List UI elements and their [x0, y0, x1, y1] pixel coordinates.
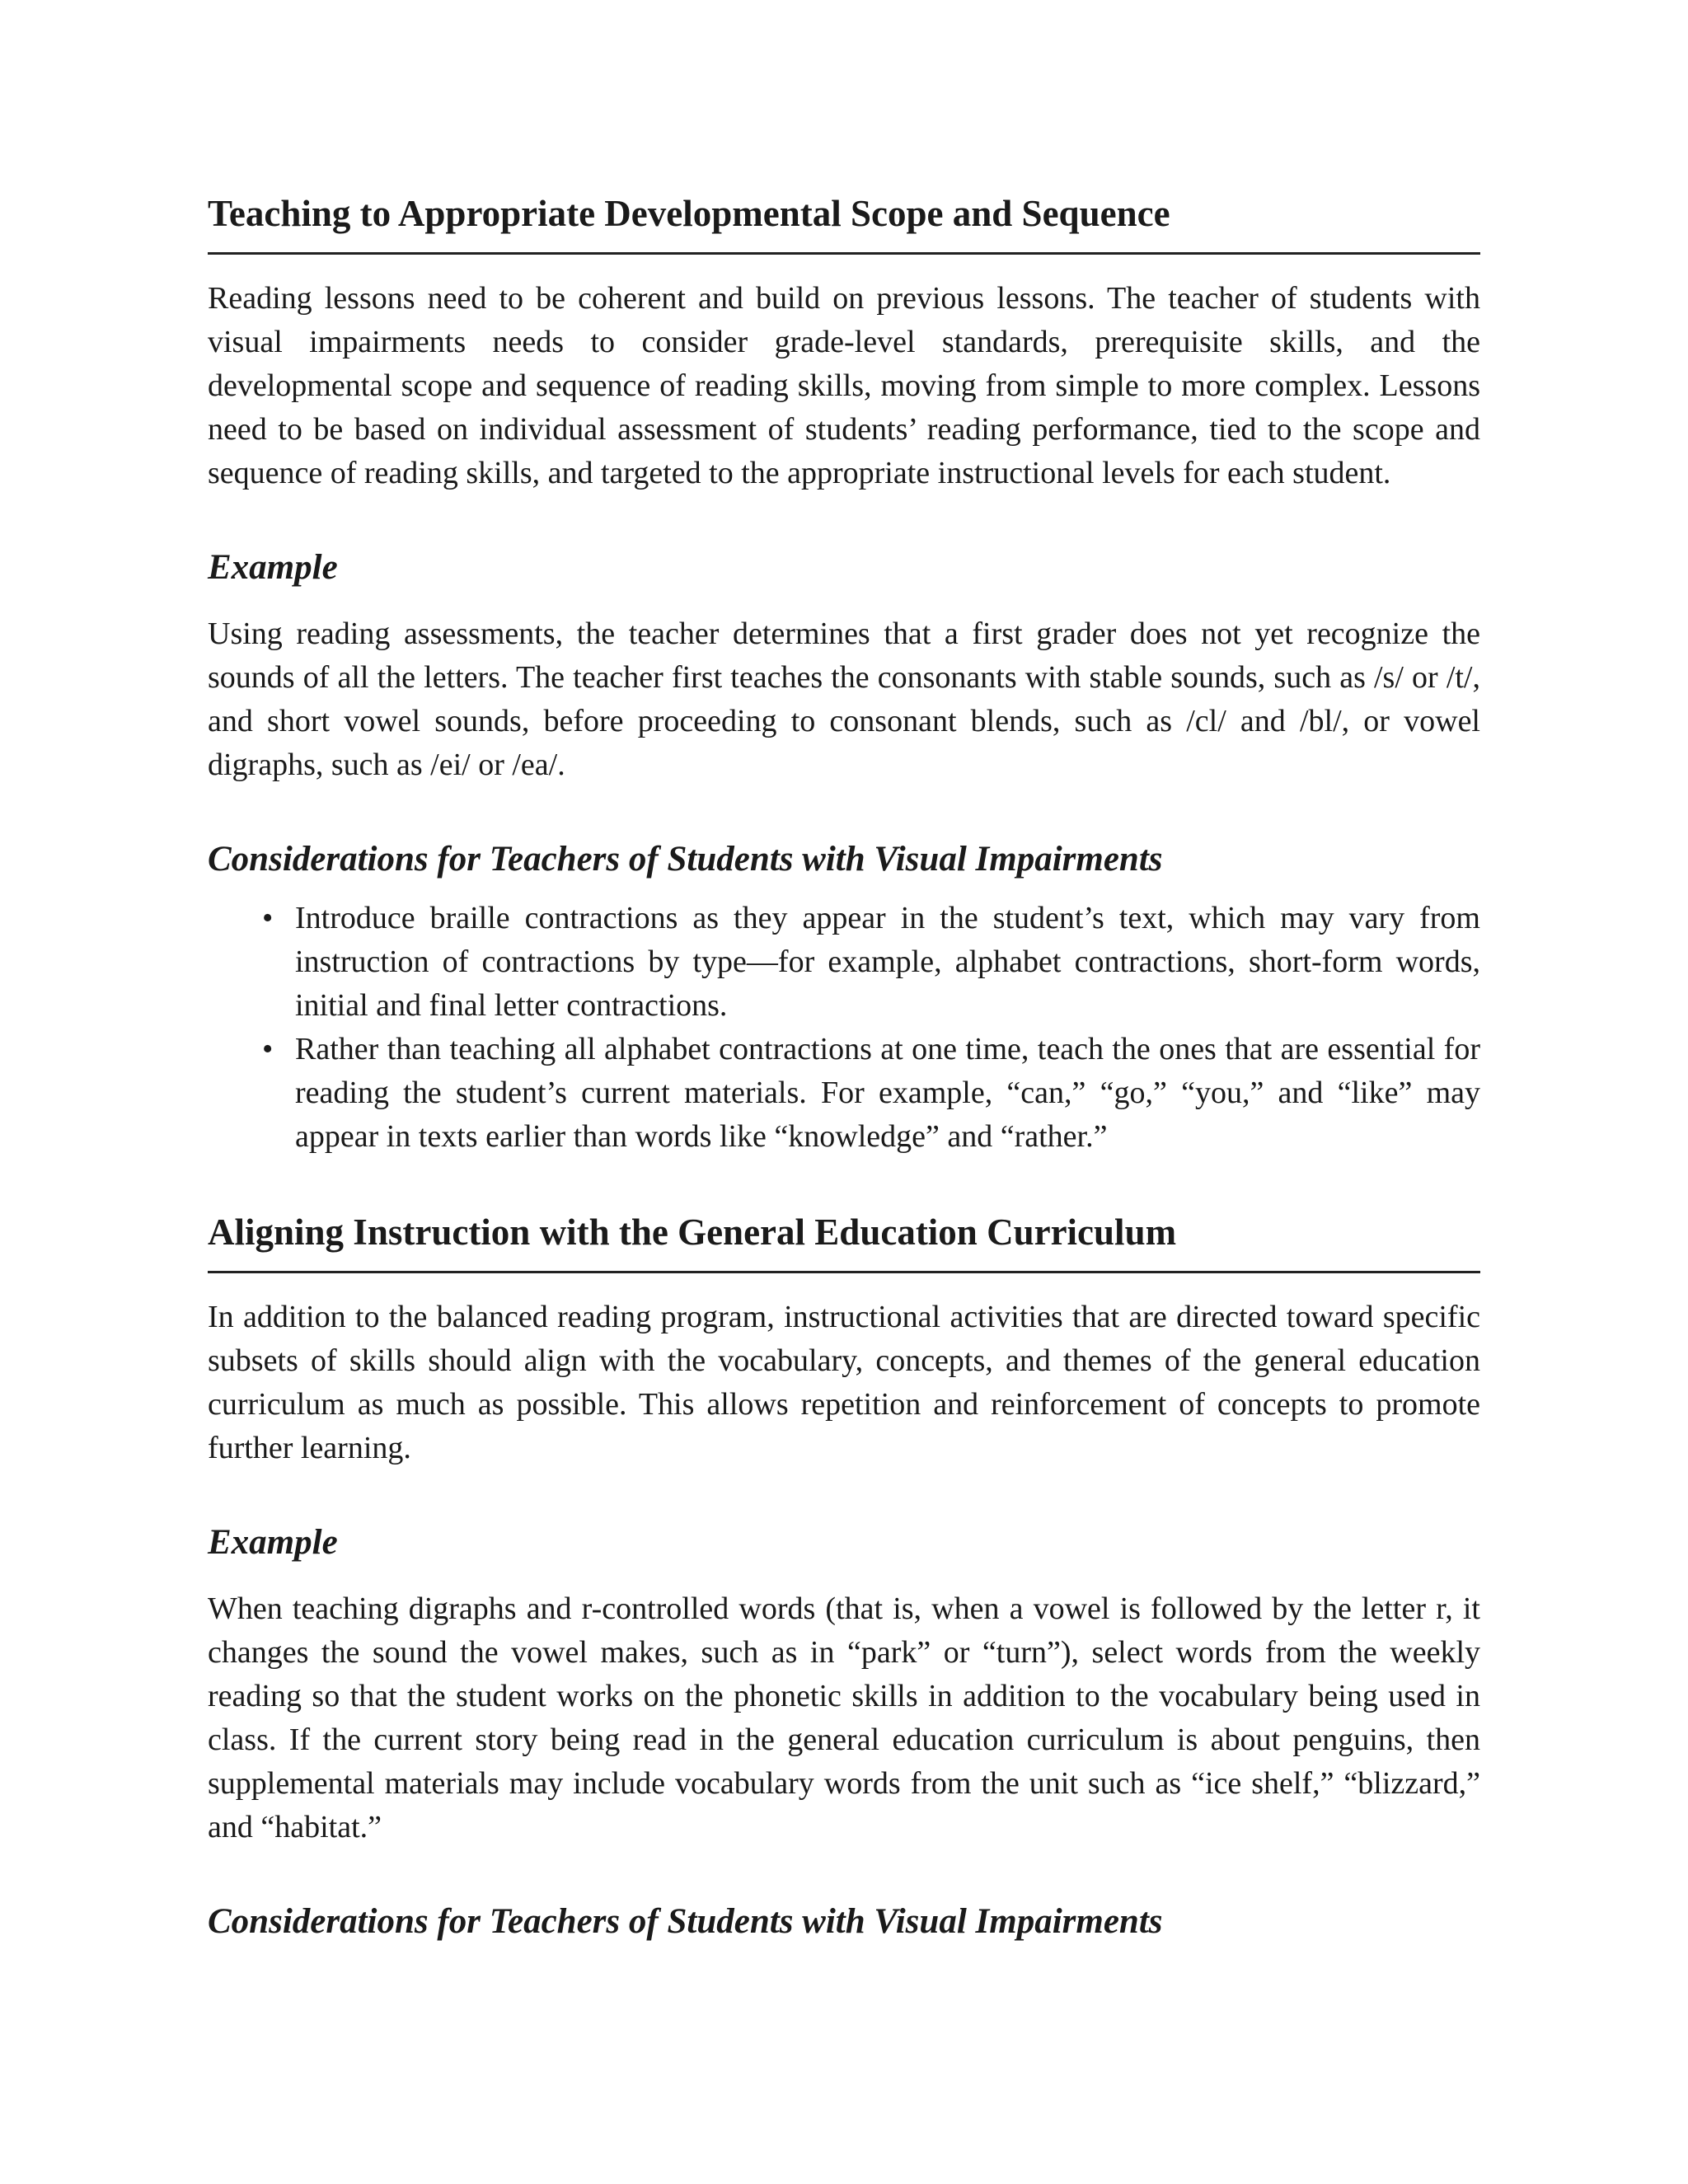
section-heading-aligning-instruction: Aligning Instruction with the General Education Curriculum	[208, 1210, 1480, 1273]
considerations-list-1	[208, 897, 1480, 1159]
bullet-icon: •	[262, 1032, 274, 1067]
list-item-text: Rather than teaching all alphabet contractions at one time, teach the ones that are essential for reading the student’s current materials. For example, “can,” “go,” “you,” and “like” may appear in texts earlier than words like “knowledge” and “rather.”	[295, 1032, 1480, 1155]
list-item-text: Introduce braille contractions as they appear in the student’s text, which may vary from instruction of contractions by type—for example, alphabet contractions, short-form words, initial and final letter contractions.	[295, 901, 1480, 1024]
aligning-instruction-paragraph: In addition to the balanced reading program, instructional activities that are directed toward specific subsets of skills should align with the vocabulary, concepts, and themes of the general education curriculum as much as possible. This allows repetition and reinforcement of concepts to promote further learning.	[208, 1300, 1480, 1466]
considerations-heading-1: Considerations for Teachers of Students with Visual Impairments	[208, 839, 1163, 879]
section-heading-scope-sequence: Teaching to Appropriate Developmental Scope and Sequence	[208, 191, 1480, 255]
example-paragraph-2: When teaching digraphs and r-controlled words (that is, when a vowel is followed by the letter r, it changes the sound the vowel makes, such as in “park” or “turn”), select words from the weekly reading so that the student works on the phonetic skills in addition to the vocabulary being used in class. If the current story being read in the general education curriculum is about penguins, then supplemental materials may include vocabulary words from the unit such as “ice shelf,” “blizzard,” and “habitat.”	[208, 1591, 1480, 1844]
example-heading-2: Example	[208, 1523, 338, 1563]
example-heading-1: Example	[208, 548, 338, 587]
document-page	[208, 191, 1480, 1943]
example-paragraph-1: Using reading assessments, the teacher determines that a first grader does not yet recognize the sounds of all the letters. The teacher first teaches the consonants with stable sounds, such as /s/ or /t/, and short vowel sounds, before proceeding to consonant blends, such as /cl/ and /bl/, or vowel digraphs, such as /ei/ or /ea/.	[208, 616, 1480, 782]
considerations-heading-2: Considerations for Teachers of Students with Visual Impairments	[208, 1901, 1163, 1941]
list-item	[262, 897, 1480, 1028]
list-item	[262, 1028, 1480, 1159]
scope-sequence-paragraph: Reading lessons need to be coherent and build on previous lessons. The teacher of students with visual impairments needs to consider grade-level standards, prerequisite skills, and the developmental scope and sequence of reading skills, moving from simple to more complex. Lessons need to be based on individual assessment of students’ reading performance, tied to the scope and sequence of reading skills, and targeted to the appropriate instructional levels for each student.	[208, 281, 1480, 490]
bullet-icon: •	[262, 901, 274, 936]
